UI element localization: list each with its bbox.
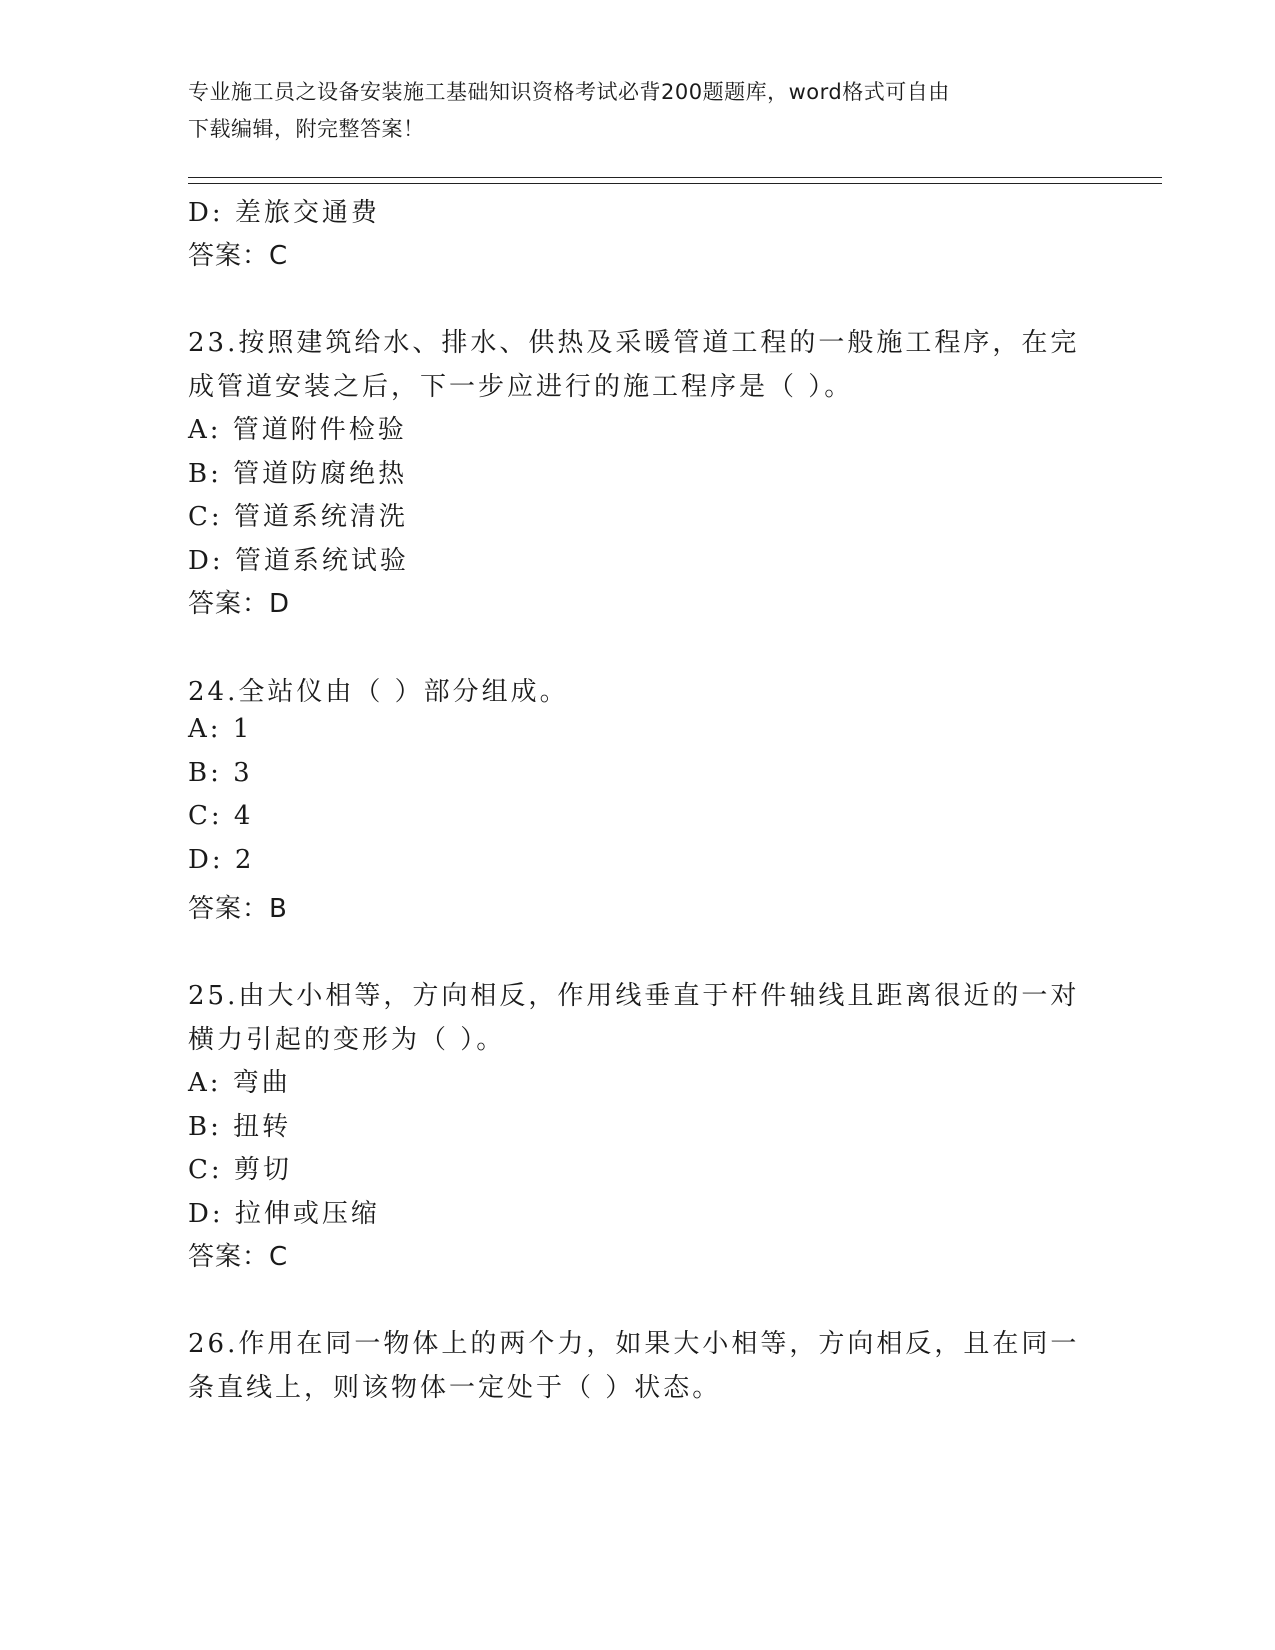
prev-option-d: D: 差旅交通费 bbox=[188, 198, 380, 228]
q24-stem-line-1: 24.全站仪由（ ）部分组成。 bbox=[188, 677, 569, 707]
q23-answer: 答案：D bbox=[188, 589, 291, 619]
prev-answer: 答案：C bbox=[188, 241, 289, 271]
header-divider-top bbox=[188, 177, 1162, 178]
q24-option-a: A: 1 bbox=[188, 714, 253, 744]
q23-option-c: C: 管道系统清洗 bbox=[188, 502, 408, 532]
q25-option-b: B: 扭转 bbox=[188, 1112, 292, 1142]
q23-option-a: A: 管道附件检验 bbox=[188, 415, 407, 445]
q24-option-b: B: 3 bbox=[188, 758, 253, 788]
q24-option-d: D: 2 bbox=[188, 845, 255, 875]
header-line-2: 下载编辑，附完整答案！ bbox=[188, 117, 425, 141]
header-line-1: 专业施工员之设备安装施工基础知识资格考试必背200题题库，word格式可自由 bbox=[188, 80, 950, 104]
q25-answer: 答案：C bbox=[188, 1242, 289, 1272]
document-header bbox=[188, 74, 1088, 148]
q25-stem-line-2: 横力引起的变形为（ ）。 bbox=[188, 1025, 506, 1055]
header-divider-bottom bbox=[188, 183, 1162, 184]
q23-option-b: B: 管道防腐绝热 bbox=[188, 459, 408, 489]
q25-option-a: A: 弯曲 bbox=[188, 1068, 291, 1098]
q24-option-c: C: 4 bbox=[188, 801, 254, 831]
q26-stem-line-1: 26.作用在同一物体上的两个力，如果大小相等，方向相反，且在同一 bbox=[188, 1329, 1080, 1359]
q23-stem-line-2: 成管道安装之后，下一步应进行的施工程序是（ ）。 bbox=[188, 372, 854, 402]
q23-stem-line-1: 23.按照建筑给水、排水、供热及采暖管道工程的一般施工程序，在完 bbox=[188, 328, 1080, 358]
q26-stem-line-2: 条直线上，则该物体一定处于（ ）状态。 bbox=[188, 1373, 722, 1403]
q25-option-c: C: 剪切 bbox=[188, 1155, 292, 1185]
q24-answer: 答案：B bbox=[188, 894, 288, 924]
q23-option-d: D: 管道系统试验 bbox=[188, 546, 409, 576]
q25-stem-line-1: 25.由大小相等，方向相反，作用线垂直于杆件轴线且距离很近的一对 bbox=[188, 981, 1080, 1011]
q25-option-d: D: 拉伸或压缩 bbox=[188, 1199, 380, 1229]
